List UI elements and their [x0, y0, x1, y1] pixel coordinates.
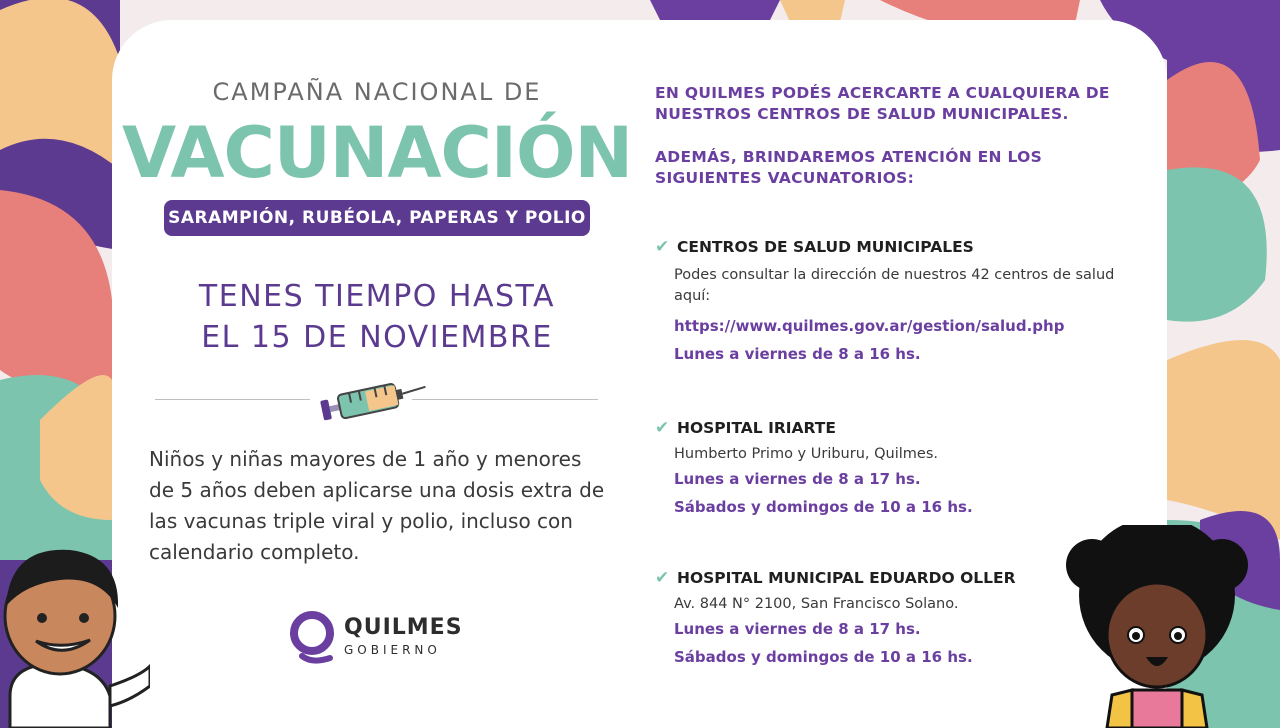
location-hours-weekend: Sábados y domingos de 10 a 16 hs.	[674, 498, 973, 516]
location-name: HOSPITAL MUNICIPAL EDUARDO OLLER	[677, 569, 1016, 587]
location-centros-salud	[655, 237, 1135, 368]
location-hours-weekend: Sábados y domingos de 10 a 16 hs.	[674, 648, 973, 666]
syringe-icon	[317, 376, 429, 424]
intro-paragraph-1: EN QUILMES PODÉS ACERCARTE A CUALQUIERA DE NUESTROS CENTROS DE SALUD MUNICIPALES.	[655, 84, 1110, 123]
logo-name: QUILMES	[344, 615, 463, 640]
location-hours-weekday: Lunes a viernes de 8 a 17 hs.	[674, 470, 921, 488]
intro-paragraph-2: ADEMÁS, BRINDAREMOS ATENCIÓN EN LOS SIGUIENTES VACUNATORIOS:	[655, 148, 1043, 187]
campaign-title: VACUNACIÓN	[121, 112, 633, 194]
location-detail: Podes consultar la dirección de nuestros 42 centros de salud aquí:	[674, 267, 1115, 304]
divider-left	[155, 399, 310, 400]
deadline-text	[112, 276, 642, 358]
quilmes-logo	[288, 610, 463, 664]
eligibility-text: Niños y niñas mayores de 1 año y menores de 5 años deben aplicarse una dosis extra de las vacunas triple viral y polio, incluso con calendario completo.	[149, 447, 605, 564]
diseases-ribbon: SARAMPIÓN, RUBÉOLA, PAPERAS Y POLIO	[164, 200, 590, 236]
check-icon: ✔	[655, 237, 670, 257]
divider-right	[412, 399, 598, 400]
location-name: HOSPITAL IRIARTE	[677, 419, 836, 437]
location-hours-weekday: Lunes a viernes de 8 a 17 hs.	[674, 620, 921, 638]
girl-illustration	[1062, 525, 1252, 728]
health-centers-link[interactable]: https://www.quilmes.gov.ar/gestion/salud.php	[674, 317, 1065, 335]
quilmes-logo-icon	[288, 610, 338, 664]
left-column	[112, 0, 632, 728]
deadline-line-1: TENES TIEMPO HASTA	[198, 279, 556, 314]
deadline-line-2: EL 15 DE NOVIEMBRE	[201, 320, 553, 355]
location-hours-weekday: Lunes a viernes de 8 a 16 hs.	[674, 345, 921, 363]
check-icon: ✔	[655, 418, 670, 438]
check-icon: ✔	[655, 568, 670, 588]
location-address: Humberto Primo y Uriburu, Quilmes.	[674, 446, 938, 462]
location-hospital-iriarte	[655, 418, 1135, 521]
boy-illustration	[0, 536, 150, 728]
logo-subtitle: GOBIERNO	[344, 643, 441, 657]
campaign-kicker: CAMPAÑA NACIONAL DE	[212, 78, 542, 106]
location-name: CENTROS DE SALUD MUNICIPALES	[677, 238, 974, 256]
location-address: Av. 844 N° 2100, San Francisco Solano.	[674, 596, 959, 612]
